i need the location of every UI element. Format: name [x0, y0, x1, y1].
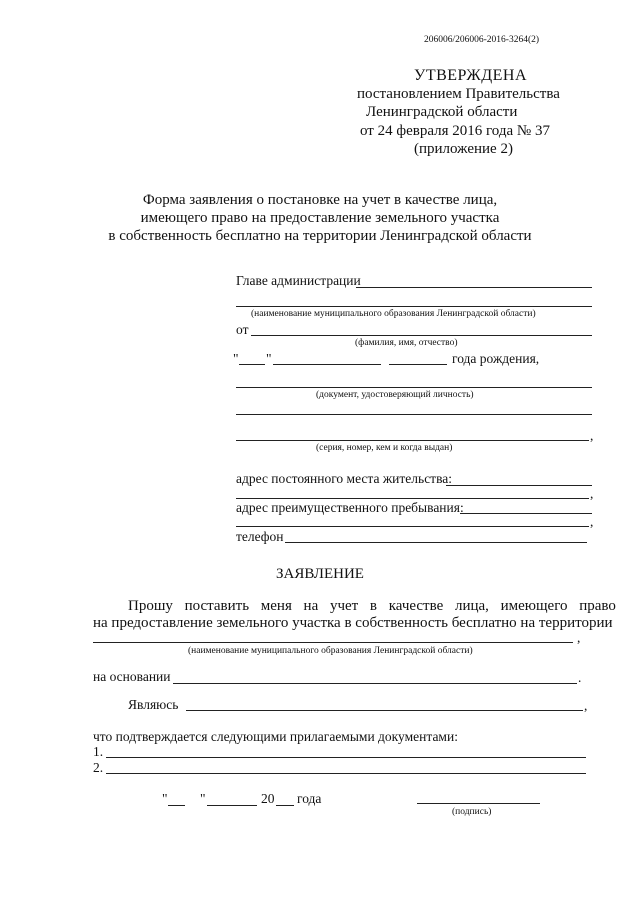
attached-doc-2-field[interactable] — [106, 773, 586, 774]
basis-label: на основании — [93, 669, 171, 684]
para-word: учет — [329, 598, 359, 614]
para-word: лица, — [454, 598, 489, 614]
attached-doc-1-field[interactable] — [106, 757, 586, 758]
i-am-comma: , — [584, 698, 588, 713]
birth-day-quote-close: " — [266, 351, 272, 366]
i-am-field[interactable] — [186, 710, 583, 711]
identity-document-hint: (документ, удостоверяющий личность) — [316, 390, 474, 400]
identity-document-field-2[interactable] — [236, 414, 592, 415]
para-word: право — [579, 598, 616, 614]
signature-hint: (подпись) — [452, 807, 492, 817]
statement-paragraph-line-2: на предоставление земельного участка в собственность бесплатно на территории — [93, 615, 613, 631]
phone-label: телефон — [236, 529, 284, 544]
primary-residence-label: адрес преимущественного пребывания: — [236, 500, 464, 515]
territory-field[interactable] — [93, 642, 573, 643]
approval-line-1: постановлением Правительства — [357, 86, 560, 102]
form-title-line-1: Форма заявления о постановке на учет в качестве лица, — [142, 192, 498, 208]
identity-series-field[interactable] — [236, 440, 589, 441]
para-word: качестве — [388, 598, 444, 614]
identity-series-hint: (серия, номер, кем и когда выдан) — [316, 443, 453, 453]
permanent-address-label: адрес постоянного места жительства: — [236, 471, 453, 486]
basis-field[interactable] — [173, 683, 577, 684]
attached-doc-number-1: 1. — [93, 744, 104, 759]
head-of-administration-label: Главе администрации — [236, 273, 361, 288]
para-word: Прошу — [128, 598, 173, 614]
permanent-address-field[interactable] — [446, 485, 592, 486]
para-word: поставить — [184, 598, 250, 614]
fio-hint: (фамилия, имя, отчество) — [355, 338, 458, 348]
primary-residence-field-2[interactable] — [236, 526, 589, 527]
signature-field[interactable] — [417, 803, 540, 804]
approval-line-2: Ленинградской области — [366, 104, 518, 120]
phone-field[interactable] — [285, 542, 587, 543]
sign-day-field[interactable] — [168, 805, 185, 806]
sign-day-quote-close: " — [200, 791, 206, 806]
birth-day-quote-open: " — [233, 351, 239, 366]
para-word: меня — [260, 598, 292, 614]
form-title-line-2: имеющего право на предоставление земельного участка — [140, 210, 500, 226]
permanent-address-field-2[interactable] — [236, 498, 589, 499]
primary-residence-comma: , — [590, 514, 594, 529]
sign-year-field[interactable] — [276, 805, 294, 806]
document-code: 206006/206006-2016-3264(2) — [424, 35, 540, 45]
attached-doc-number-2: 2. — [93, 760, 104, 775]
sign-year-suffix: года — [297, 791, 322, 806]
basis-period: . — [578, 670, 582, 685]
territory-hint: (наименование муниципального образования Ленинградской области) — [188, 646, 473, 656]
birth-year-label: года рождения, — [452, 351, 540, 366]
para-word: имеющего — [500, 598, 568, 614]
statement-paragraph-line-1 — [128, 598, 616, 615]
from-label: от — [236, 322, 249, 337]
head-of-administration-field[interactable] — [356, 287, 592, 288]
fio-field[interactable] — [251, 335, 592, 336]
municipality-field[interactable] — [236, 306, 592, 307]
identity-document-field[interactable] — [236, 387, 592, 388]
approval-title: УТВЕРЖДЕНА — [414, 67, 528, 84]
attached-docs-label: что подтверждается следующими прилагаемыми документами: — [93, 729, 458, 744]
i-am-label: Являюсь — [128, 697, 179, 712]
identity-series-comma: , — [590, 428, 594, 443]
birth-month-field[interactable] — [273, 364, 381, 365]
municipality-hint: (наименование муниципального образования Ленинградской области) — [251, 309, 536, 319]
para-word: на — [303, 598, 319, 614]
approval-line-4: (приложение 2) — [414, 141, 513, 157]
approval-line-3: от 24 февраля 2016 года № 37 — [360, 123, 550, 139]
sign-month-field[interactable] — [207, 805, 257, 806]
form-title-line-3: в собственность бесплатно на территории Ленинградской области — [108, 228, 532, 244]
para-word: в — [369, 598, 377, 614]
sign-day-quote-open: " — [162, 791, 168, 806]
permanent-address-comma: , — [590, 486, 594, 501]
sign-year-prefix: 20 — [261, 791, 275, 806]
statement-heading: ЗАЯВЛЕНИЕ — [276, 566, 364, 582]
territory-comma: , — [577, 630, 581, 645]
primary-residence-field[interactable] — [460, 513, 592, 514]
birth-day-field[interactable] — [239, 364, 265, 365]
birth-year-field[interactable] — [389, 364, 447, 365]
